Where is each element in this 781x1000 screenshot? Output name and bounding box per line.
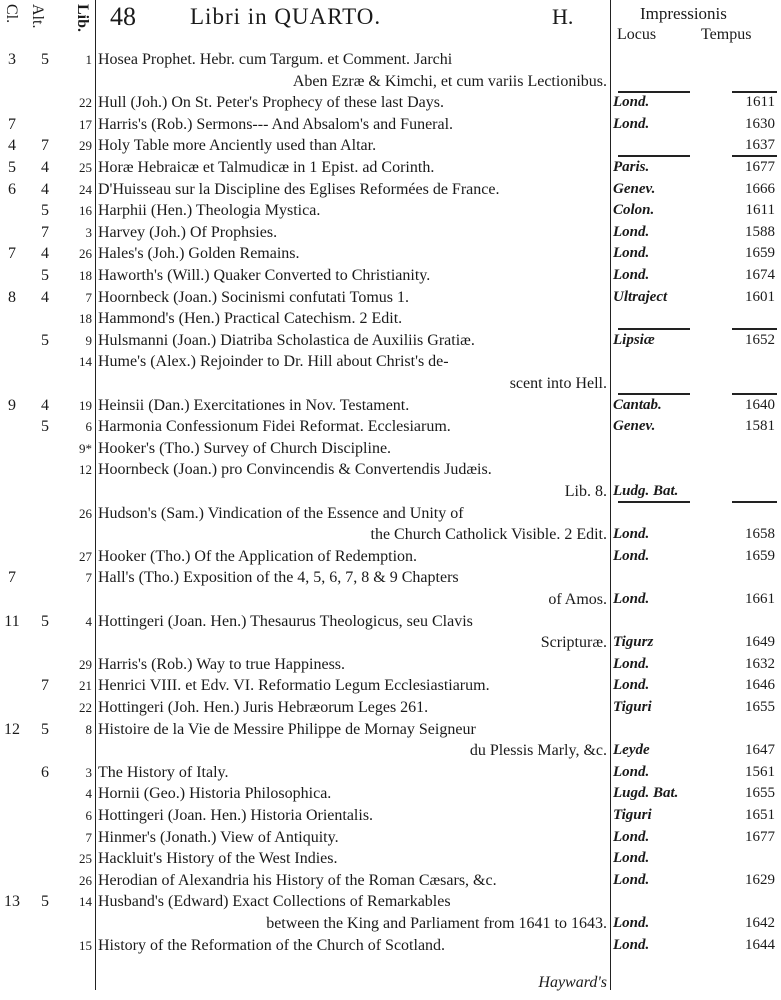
row-place: Colon. (613, 202, 655, 219)
row-place: Ludg. Bat. (613, 483, 679, 499)
row-year: 1581 (745, 418, 775, 435)
table-row (0, 243, 781, 264)
row-year: 1655 (745, 785, 775, 802)
row-title: Hales's (Joh.) Golden Remains. (98, 245, 300, 263)
table-row (0, 179, 781, 200)
row-year: 1632 (745, 655, 775, 672)
row-cl: 11 (4, 612, 20, 630)
row-year: 1659 (745, 547, 775, 564)
row-year: 1601 (745, 288, 775, 305)
row-year: 1677 (745, 159, 775, 175)
row-place: Tiguri (613, 699, 652, 715)
table-row (0, 351, 781, 372)
row-alt: 4 (41, 180, 49, 198)
header-cl: Cl. (3, 4, 20, 24)
page-title: Libri in QUARTO. (190, 4, 382, 29)
row-year: 1666 (745, 180, 775, 197)
row-title: du Plessis Marly, &c. (469, 742, 607, 760)
row-year: 1637 (745, 137, 775, 154)
row-title: Harris's (Rob.) Sermons--- And Absalom's and Funeral. (98, 115, 454, 133)
row-year: 1658 (745, 526, 775, 543)
row-title: scent into Hell. (509, 375, 607, 392)
row-year: 1561 (745, 763, 775, 780)
row-cl: 7 (8, 245, 16, 263)
row-place: Lond. (613, 245, 650, 262)
row-title: of Amos. (548, 591, 607, 608)
row-place: Lond. (613, 850, 650, 867)
row-year: 1640 (745, 396, 775, 413)
row-lib: 22 (79, 95, 92, 111)
row-title: Hottingeri (Joan. Hen.) Thesaurus Theologicus, seu Clavis (98, 612, 473, 630)
table-row (0, 891, 781, 912)
row-lib: 24 (79, 181, 92, 197)
row-title: Hosea Prophet. Hebr. cum Targum. et Comment. Jarchi (98, 51, 453, 68)
row-title: the Church Catholick Visible. 2 Edit. (370, 526, 607, 544)
table-row (0, 870, 781, 891)
row-lib: 4 (85, 613, 92, 629)
table-row (0, 265, 781, 286)
row-lib: 3 (85, 764, 92, 780)
row-lib: 12 (79, 462, 92, 478)
row-place: Lond. (613, 115, 650, 132)
row-place: Lond. (613, 677, 650, 694)
row-title: Hoornbeck (Joan.) pro Convincendis & Convertendis Judæis. (98, 461, 492, 479)
row-lib: 22 (79, 700, 92, 715)
row-title: Hall's (Tho.) Exposition of the 4, 5, 6, 7, 8 & 9 Chapters (98, 569, 459, 587)
row-lib: 16 (79, 203, 92, 219)
row-alt: 4 (41, 288, 49, 306)
row-lib: 29 (79, 138, 92, 154)
row-title: Hulsmanni (Joan.) Diatriba Scholastica de Auxiliis Gratiæ. (98, 331, 475, 349)
table-row (0, 481, 781, 502)
row-lib: 7 (85, 289, 92, 305)
row-lib: 14 (79, 354, 92, 370)
page-number: 48 (110, 2, 136, 31)
row-place: Lond. (613, 591, 650, 607)
header-alt: Alt. (29, 4, 46, 29)
header-impressionis: Impressionis (640, 4, 727, 23)
table-row (0, 524, 781, 545)
row-year: 1655 (745, 699, 775, 715)
row-year: 1642 (745, 915, 775, 931)
row-place: Paris. (613, 159, 650, 175)
row-title: Horæ Hebraicæ et Talmudicæ in 1 Epist. ad Corinth. (98, 159, 435, 176)
row-place: Lond. (613, 936, 650, 953)
row-title: Scripturæ. (540, 634, 607, 652)
table-row (0, 567, 781, 588)
row-title: Histoire de la Vie de Messire Philippe de Mornay Seigneur (98, 720, 476, 738)
row-lib: 18 (79, 311, 92, 327)
row-lib: 25 (79, 851, 92, 867)
row-title: Hinmer's (Jonath.) View of Antiquity. (98, 828, 339, 846)
row-title: Lib. 8. (564, 483, 607, 500)
row-title: between the King and Parliament from 1641 to 1643. (266, 915, 607, 932)
row-place: Lond. (613, 267, 650, 283)
row-place: Lipsiæ (613, 331, 655, 348)
row-title: Harvey (Joh.) Of Prophsies. (98, 223, 278, 241)
row-lib: 4 (85, 786, 92, 802)
row-lib: 1 (85, 52, 92, 67)
table-row (0, 503, 781, 524)
row-year: 1588 (745, 223, 775, 240)
row-cl: 6 (8, 180, 16, 198)
row-title: Hume's (Alex.) Rejoinder to Dr. Hill about Christ's de- (98, 353, 449, 371)
row-title: History of the Reformation of the Church of Scotland. (98, 936, 446, 954)
row-cl: 8 (8, 288, 16, 306)
row-lib: 26 (79, 246, 92, 262)
row-year: 1677 (745, 828, 775, 845)
table-row (0, 200, 781, 221)
row-place: Cantab. (613, 396, 662, 413)
row-cl: 3 (8, 51, 16, 68)
table-row (0, 49, 781, 70)
row-lib: 29 (79, 656, 92, 672)
row-title: Hull (Joh.) On St. Peter's Prophecy of these last Days. (98, 94, 444, 112)
row-cl: 7 (8, 115, 16, 133)
row-title: Harris's (Rob.) Way to true Happiness. (98, 655, 346, 673)
row-title: Harmonia Confessionum Fidei Reformat. Ecclesiarum. (98, 418, 451, 436)
table-row (0, 135, 781, 156)
row-alt: 5 (41, 893, 49, 911)
row-year: 1611 (745, 202, 775, 219)
row-year: 1659 (745, 245, 775, 262)
table-row (0, 762, 781, 783)
row-cl: 13 (4, 893, 20, 911)
table-row (0, 805, 781, 826)
catchword-row (0, 972, 781, 993)
row-lib: 14 (79, 894, 92, 910)
row-year: 1630 (745, 115, 775, 132)
row-lib: 26 (79, 872, 92, 888)
table-row (0, 114, 781, 135)
section-letter: H. (552, 4, 574, 29)
row-lib: 15 (79, 937, 92, 953)
table-row (0, 740, 781, 761)
row-title: Holy Table more Anciently used than Altar. (98, 137, 377, 155)
row-place: Genev. (613, 180, 656, 197)
row-title: Hammond's (Hen.) Practical Catechism. 2 Edit. (98, 310, 403, 328)
row-year: 1644 (745, 936, 775, 953)
row-title: Hackluit's History of the West Indies. (98, 850, 338, 868)
row-year: 1674 (745, 267, 775, 283)
row-place: Lond. (613, 94, 650, 111)
row-year: 1646 (745, 677, 775, 694)
row-title: Husband's (Edward) Exact Collections of Remarkables (98, 893, 451, 911)
row-place: Tigurz (613, 634, 654, 651)
table-row (0, 92, 781, 113)
table-row (0, 913, 781, 934)
row-year: 1629 (745, 871, 775, 888)
row-title: Hoornbeck (Joan.) Socinismi confutati Tomus 1. (98, 288, 409, 306)
row-title: Heinsii (Dan.) Exercitationes in Nov. Testament. (98, 396, 410, 414)
row-alt: 5 (41, 720, 49, 738)
table-row (0, 330, 781, 351)
table-row (0, 827, 781, 848)
row-place: Lond. (613, 547, 650, 564)
row-lib: 8 (85, 721, 92, 737)
table-row (0, 632, 781, 653)
row-alt: 5 (41, 612, 49, 630)
table-row (0, 416, 781, 437)
row-title: Henrici VIII. et Edv. VI. Reformatio Legum Ecclesiastiarum. (98, 677, 490, 695)
row-place: Lond. (613, 223, 650, 240)
row-year: 1649 (745, 634, 775, 651)
table-row (0, 697, 781, 718)
row-lib: 7 (85, 570, 92, 586)
table-row (0, 395, 781, 416)
header-lib: Lib. (74, 4, 91, 33)
row-year: 1611 (745, 94, 775, 111)
header-tempus: Tempus (701, 26, 752, 43)
table-row (0, 589, 781, 610)
row-place: Lond. (613, 655, 650, 672)
row-lib: 3 (85, 224, 92, 240)
row-title: Hudson's (Sam.) Vindication of the Essence and Unity of (98, 504, 464, 522)
row-title: Hooker (Tho.) Of the Application of Redemption. (98, 547, 418, 565)
row-alt: 5 (41, 51, 49, 68)
table-row (0, 287, 781, 308)
row-lib: 18 (79, 268, 92, 283)
row-year: 1652 (745, 331, 775, 348)
row-alt: 5 (41, 202, 49, 220)
row-place: Lugd. Bat. (613, 785, 679, 802)
row-alt: 4 (41, 159, 49, 176)
table-row (0, 783, 781, 804)
row-cl: 5 (8, 159, 16, 176)
row-title: D'Huisseau sur la Discipline des Eglises Reformées de France. (98, 180, 500, 198)
table-row (0, 157, 781, 178)
row-cl: 9 (8, 396, 16, 414)
row-title: Hottingeri (Joan. Hen.) Historia Orientalis. (98, 807, 374, 824)
table-row (0, 611, 781, 632)
row-place: Lond. (613, 828, 650, 845)
row-lib: 27 (79, 548, 92, 564)
table-row (0, 675, 781, 696)
row-alt: 7 (41, 677, 49, 695)
table-row (0, 438, 781, 459)
row-alt: 6 (41, 763, 49, 781)
row-year: 1661 (745, 591, 775, 607)
row-lib: 19 (79, 397, 92, 413)
table-row (0, 546, 781, 567)
row-lib: 6 (85, 419, 92, 435)
row-alt: 4 (41, 245, 49, 263)
row-lib: 6 (85, 808, 92, 823)
row-year: 1647 (745, 742, 775, 759)
row-lib: 17 (79, 116, 92, 132)
row-lib: 25 (79, 160, 92, 175)
row-place: Lond. (613, 871, 650, 888)
row-title: Haworth's (Will.) Quaker Converted to Christianity. (98, 267, 431, 284)
row-cl: 4 (8, 137, 16, 155)
row-place: Lond. (613, 915, 650, 931)
row-place: Leyde (613, 742, 650, 759)
table-row (0, 71, 781, 92)
row-place: Lond. (613, 526, 650, 543)
row-title: The History of Italy. (98, 763, 229, 781)
table-row (0, 373, 781, 394)
row-cl: 12 (4, 720, 20, 738)
row-alt: 4 (41, 396, 49, 414)
table-row (0, 935, 781, 956)
row-place: Genev. (613, 418, 656, 435)
row-title: Hornii (Geo.) Historia Philosophica. (98, 785, 332, 803)
catchword: Hayward's (538, 974, 607, 991)
table-row (0, 222, 781, 243)
row-lib: 7 (85, 829, 92, 845)
row-cl: 7 (8, 569, 16, 587)
row-place: Tiguri (613, 807, 652, 823)
row-alt: 7 (41, 137, 49, 155)
table-row (0, 654, 781, 675)
row-title: Aben Ezræ & Kimchi, et cum variis Lectionibus. (292, 72, 607, 90)
row-alt: 5 (41, 331, 49, 349)
table-row (0, 459, 781, 480)
table-row (0, 848, 781, 869)
row-alt: 5 (41, 267, 49, 284)
row-lib: 21 (79, 678, 92, 694)
row-place: Ultraject (613, 288, 668, 305)
row-lib: 26 (79, 505, 92, 521)
header-locus: Locus (617, 26, 657, 43)
table-row (0, 308, 781, 329)
table-row (0, 719, 781, 740)
row-title: Herodian of Alexandria his History of the Roman Cæsars, &c. (98, 871, 497, 889)
row-year: 1651 (745, 807, 775, 823)
row-title: Hooker's (Tho.) Survey of Church Discipline. (98, 439, 392, 457)
row-title: Harphii (Hen.) Theologia Mystica. (98, 202, 321, 220)
row-lib: 9* (79, 440, 92, 456)
row-title: Hottingeri (Joh. Hen.) Juris Hebræorum Leges 261. (98, 699, 429, 716)
row-alt: 5 (41, 418, 49, 436)
row-place: Lond. (613, 763, 650, 780)
row-alt: 7 (41, 223, 49, 241)
row-lib: 9 (85, 332, 92, 348)
